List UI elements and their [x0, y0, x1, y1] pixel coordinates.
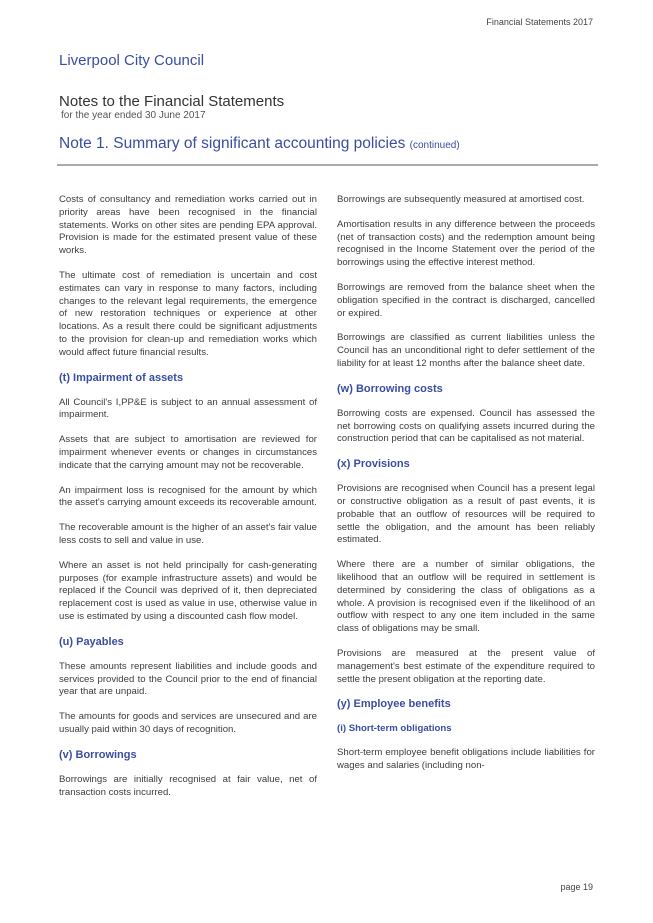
paragraph: Where an asset is not held principally for cash-generating purposes (for example infrastructure assets) and would be replaced if the Council was deprived of it, then depreciated replacement cost is used as value in use, otherwise value in use is estimated by using a discounted cash flow model. — [59, 559, 317, 622]
paragraph: These amounts represent liabilities and include goods and services provided to the Council prior to the end of financial year that are unpaid. — [59, 660, 317, 698]
note-title-text: Note 1. Summary of significant accounting policies — [59, 135, 406, 152]
note-title — [59, 135, 460, 153]
paragraph: Amortisation results in any difference between the proceeds (net of transaction costs) and the redemption amount being recognised in the Income Statement over the period of the borrowings using the effective interest method. — [337, 218, 595, 269]
paragraph: Assets that are subject to amortisation are reviewed for impairment whenever events or changes in circumstances indicate that the carrying amount may not be recoverable. — [59, 434, 317, 471]
paragraph: Provisions are measured at the present value of management's best estimate of the expenditure required to settle the present obligation at the reporting date. — [337, 647, 595, 685]
document-title: Notes to the Financial Statements — [59, 93, 285, 110]
paragraph: Provisions are recognised when Council has a present legal or constructive obligation as a result of past events, it is probable that an outflow of resources will be required to settle the obligation, and the amount has been reliably estimated. — [337, 483, 595, 546]
paragraph: The recoverable amount is the higher of an asset's fair value less costs to sell and value in use. — [59, 522, 317, 546]
section-heading-borrowings: (v) Borrowings — [59, 748, 137, 761]
paragraph: Borrowings are classified as current liabilities unless the Council has an unconditional right to defer settlement of the liability for at least 12 months after the balance sheet date. — [337, 332, 595, 369]
paragraph: The amounts for goods and services are unsecured and are usually paid within 30 days of recognition. — [59, 711, 317, 735]
running-header: Financial Statements 2017 — [486, 17, 593, 27]
paragraph: Borrowings are removed from the balance sheet when the obligation specified in the contract is discharged, cancelled or expired. — [337, 281, 595, 319]
paragraph: All Council's I,PP&E is subject to an annual assessment of impairment. — [59, 396, 317, 421]
paragraph: An impairment loss is recognised for the amount by which the asset's carrying amount exceeds its recoverable amount. — [59, 484, 317, 509]
header-divider — [57, 164, 598, 166]
section-heading-payables: (u) Payables — [59, 635, 124, 648]
right-column — [337, 194, 595, 785]
paragraph: Borrowings are subsequently measured at amortised cost. — [337, 194, 585, 205]
paragraph: Where there are a number of similar obligations, the likelihood that an outflow will be required in settlement is determined by considering the class of obligations as a whole. A provision is recognised even if the likelihood of an outflow with respect to any one item included in the same class of obligations may be small. — [337, 559, 595, 635]
paragraph: Borrowings are initially recognised at fair value, net of transaction costs incurred. — [59, 773, 317, 798]
council-name: Liverpool City Council — [59, 52, 205, 69]
section-heading-borrowing-costs: (w) Borrowing costs — [337, 382, 443, 395]
paragraph: The ultimate cost of remediation is uncertain and cost estimates can vary in response to many factors, including changes to the relevant legal requirements, the emergence of new restoration techniques or experience at other locations. As a result there could be significant adjustments to the provision for clean-up and remediation works which would affect future financial results. — [59, 269, 317, 358]
continued-label: (continued) — [409, 140, 460, 151]
paragraph: Borrowing costs are expensed. Council has assessed the net borrowing costs on qualifying assets incurred during the construction period that can be capitalised as not material. — [337, 407, 595, 445]
paragraph: Short-term employee benefit obligations include liabilities for wages and salaries (including non- — [337, 747, 595, 772]
paragraph: Costs of consultancy and remediation works carried out in priority areas have been recognised in the financial statements. Works on other sites are pending EPA approval. Provision is made for the estimated present value of these works. — [59, 194, 317, 257]
page-number: page 19 — [560, 882, 593, 892]
section-heading-impairment: (t) Impairment of assets — [59, 371, 184, 384]
section-heading-provisions: (x) Provisions — [337, 458, 410, 471]
left-column — [59, 194, 317, 811]
section-heading-employee-benefits: (y) Employee benefits — [337, 698, 451, 711]
reporting-period: for the year ended 30 June 2017 — [61, 110, 206, 121]
subsection-heading-short-term: (i) Short-term obligations — [337, 723, 452, 735]
